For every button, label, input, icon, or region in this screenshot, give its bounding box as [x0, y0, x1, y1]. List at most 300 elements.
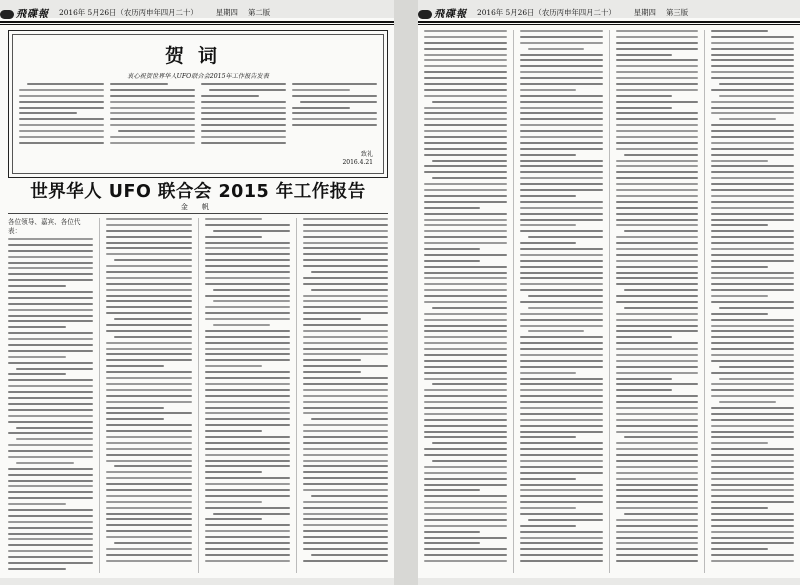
text-line [520, 501, 603, 503]
text-line [432, 383, 507, 385]
text-line [616, 207, 699, 209]
text-line [8, 421, 93, 423]
text-line [616, 495, 699, 497]
text-line [616, 478, 699, 480]
right-weekday: 星期四 [633, 7, 656, 17]
text-line [205, 460, 290, 462]
text-line [424, 366, 507, 368]
text-line [106, 271, 191, 273]
text-line [719, 118, 775, 120]
text-line [110, 101, 195, 103]
text-line [520, 313, 603, 315]
text-line [303, 377, 388, 379]
text-line [8, 562, 93, 564]
text-block [205, 218, 290, 562]
text-line [27, 83, 104, 85]
text-line [311, 554, 388, 556]
text-line [719, 366, 794, 368]
text-line [432, 442, 507, 444]
text-line [303, 448, 388, 450]
text-line [201, 130, 286, 132]
text-line [424, 59, 507, 61]
text-line [624, 307, 699, 309]
text-line [424, 407, 507, 409]
text-line [303, 407, 388, 409]
text-line [616, 48, 699, 50]
text-line [424, 495, 507, 497]
congrats-column [201, 83, 286, 171]
text-line [711, 348, 794, 350]
text-line [520, 448, 603, 450]
text-line [711, 360, 794, 362]
text-line [8, 509, 93, 511]
text-line [205, 418, 290, 420]
text-line [520, 136, 603, 138]
text-line [106, 265, 191, 267]
text-line [719, 307, 794, 309]
text-line [711, 189, 794, 191]
text-line [19, 101, 104, 103]
text-line [303, 300, 388, 302]
text-line [303, 424, 388, 426]
text-line [616, 472, 699, 474]
text-line [106, 359, 191, 361]
text-line [424, 301, 507, 303]
text-line [711, 301, 794, 303]
text-line [616, 77, 699, 79]
text-line [106, 471, 191, 473]
text-line [19, 89, 104, 91]
text-line [205, 365, 263, 367]
text-line [520, 130, 603, 132]
text-line [616, 283, 699, 285]
text-block [19, 83, 104, 144]
text-line [424, 354, 507, 356]
text-line [303, 318, 361, 320]
text-line [8, 491, 93, 493]
text-line [616, 277, 699, 279]
text-line [303, 507, 388, 509]
text-line [303, 247, 388, 249]
text-line [8, 474, 93, 476]
text-line [8, 497, 93, 499]
text-line [311, 495, 388, 497]
text-line [424, 360, 507, 362]
text-line [424, 313, 507, 315]
congrats-sign-date: 2016.4.21 [342, 159, 373, 166]
article-lead: 各位领导、嘉宾、各位代表： [8, 218, 81, 235]
left-weekday: 星期四 [215, 7, 238, 17]
text-line [303, 259, 388, 261]
text-line [424, 431, 507, 433]
text-line [711, 48, 794, 50]
text-block [110, 83, 195, 144]
text-line [616, 413, 699, 415]
text-line [114, 542, 191, 544]
text-line [616, 219, 699, 221]
text-line [106, 412, 191, 414]
text-line [201, 136, 286, 138]
text-line [424, 525, 507, 527]
text-line [424, 183, 507, 185]
text-line [520, 183, 603, 185]
text-line [303, 236, 388, 238]
text-line [711, 289, 794, 291]
text-line [520, 548, 603, 550]
text-line [106, 530, 191, 532]
right-article-body [424, 30, 794, 573]
text-line [520, 95, 603, 97]
text-line [711, 431, 794, 433]
text-line [213, 289, 290, 291]
text-line [110, 124, 195, 126]
text-line [205, 295, 290, 297]
text-line [303, 489, 388, 491]
text-line [528, 236, 603, 238]
text-line [711, 501, 794, 503]
right-masthead [418, 4, 800, 20]
congrats-box [8, 30, 388, 178]
text-line [424, 142, 507, 144]
text-line [624, 436, 699, 438]
text-line [616, 130, 699, 132]
text-line [311, 271, 388, 273]
text-line [205, 377, 290, 379]
text-line [106, 442, 191, 444]
text-line [8, 533, 93, 535]
text-line [711, 389, 794, 391]
text-line [520, 165, 603, 167]
text-line [303, 383, 388, 385]
text-line [424, 236, 507, 238]
text-line [110, 95, 195, 97]
text-line [424, 478, 507, 480]
text-line [520, 537, 603, 539]
text-line [303, 530, 388, 532]
text-line [205, 518, 263, 520]
text-line [8, 250, 93, 252]
text-line [8, 344, 93, 346]
text-line [711, 230, 794, 232]
text-line [711, 413, 794, 415]
text-line [711, 283, 794, 285]
text-line [8, 279, 93, 281]
text-line [205, 359, 290, 361]
left-date: 2016年 5月26日（农历丙申年四月二十） [59, 7, 198, 17]
text-line [424, 425, 507, 427]
text-line [303, 342, 388, 344]
text-line [711, 425, 794, 427]
text-line [106, 448, 191, 450]
text-block [616, 30, 699, 562]
text-line [520, 36, 603, 38]
text-line [520, 289, 603, 291]
text-line [520, 272, 603, 274]
text-line [711, 436, 794, 438]
text-line [616, 195, 699, 197]
text-line [205, 489, 290, 491]
text-line [432, 160, 507, 162]
text-line [711, 395, 794, 397]
text-line [205, 436, 290, 438]
text-line [624, 154, 699, 156]
text-line [520, 525, 576, 527]
text-line [616, 548, 699, 550]
text-line [711, 342, 794, 344]
text-line [424, 213, 507, 215]
text-line [520, 419, 603, 421]
text-line [424, 219, 507, 221]
text-line [205, 495, 290, 497]
text-line [616, 507, 699, 509]
text-line [424, 148, 507, 150]
text-line [205, 442, 290, 444]
text-line [616, 342, 699, 344]
text-line [520, 442, 603, 444]
text-line [424, 195, 507, 197]
text-line [424, 165, 507, 167]
text-line [106, 554, 191, 556]
text-line [424, 112, 507, 114]
text-line [520, 383, 603, 385]
text-line [616, 460, 699, 462]
text-line [114, 318, 191, 320]
text-line [711, 277, 794, 279]
text-line [303, 513, 388, 515]
article-column [616, 30, 699, 573]
text-line [711, 542, 794, 544]
text-line [520, 472, 603, 474]
text-line [424, 171, 507, 173]
text-line [8, 550, 93, 552]
text-line [303, 359, 361, 361]
text-line [711, 160, 767, 162]
text-line [711, 236, 794, 238]
text-line [205, 548, 290, 550]
text-line [424, 519, 507, 521]
text-line [106, 395, 191, 397]
text-line [711, 537, 794, 539]
text-line [711, 448, 794, 450]
text-line [424, 289, 507, 291]
text-line [19, 142, 104, 144]
text-line [424, 136, 507, 138]
text-line [201, 83, 286, 85]
text-line [213, 230, 290, 232]
column-divider [99, 218, 100, 573]
text-line [303, 471, 388, 473]
text-line [711, 36, 794, 38]
text-line [711, 219, 794, 221]
text-line [520, 42, 603, 44]
text-line [711, 330, 794, 332]
text-line [8, 338, 93, 340]
text-line [8, 515, 93, 517]
text-line [711, 419, 794, 421]
text-line [616, 189, 699, 191]
text-line [711, 183, 794, 185]
text-line [520, 189, 603, 191]
text-line [719, 95, 794, 97]
text-line [719, 378, 794, 380]
text-line [424, 248, 480, 250]
saucer-icon [0, 10, 14, 19]
text-line [616, 165, 699, 167]
text-line [520, 413, 603, 415]
text-line [616, 59, 699, 61]
text-line [8, 362, 93, 364]
text-line [114, 465, 191, 467]
text-line [616, 383, 699, 385]
text-line [616, 454, 699, 456]
text-line [106, 348, 191, 350]
text-line [205, 507, 290, 509]
text-line [711, 313, 767, 315]
congrats-sign-org: 致礼 [360, 151, 373, 158]
text-line [8, 244, 93, 246]
text-line [424, 542, 480, 544]
text-line [616, 313, 699, 315]
text-line [205, 412, 290, 414]
text-line [711, 112, 794, 114]
text-line [205, 477, 290, 479]
text-line [106, 247, 191, 249]
text-line [520, 65, 603, 67]
page-gutter [394, 0, 418, 585]
text-line [520, 507, 576, 509]
text-line [616, 83, 699, 85]
text-line [616, 554, 699, 556]
article-column [8, 218, 93, 573]
text-line [303, 548, 388, 550]
text-line [8, 397, 93, 399]
text-line [520, 325, 603, 327]
text-line [205, 318, 290, 320]
text-line [205, 424, 290, 426]
text-line [616, 177, 699, 179]
left-logo [0, 5, 49, 20]
text-line [711, 30, 767, 32]
congrats-signature [342, 151, 373, 167]
text-line [106, 548, 191, 550]
text-line [711, 254, 794, 256]
text-line [616, 213, 699, 215]
left-logo-text: 飛碟報 [16, 8, 49, 20]
text-line [205, 312, 290, 314]
text-line [205, 560, 290, 562]
text-line [303, 442, 388, 444]
text-line [528, 307, 603, 309]
text-line [616, 89, 699, 91]
text-line [616, 30, 699, 32]
text-line [711, 224, 767, 226]
text-line [616, 101, 699, 103]
text-line [616, 466, 699, 468]
text-line [711, 195, 794, 197]
text-line [303, 324, 388, 326]
text-line [520, 171, 603, 173]
text-line [303, 483, 388, 485]
text-line [711, 507, 767, 509]
text-line [520, 489, 603, 491]
text-line [520, 224, 576, 226]
text-line [616, 183, 699, 185]
text-line [711, 260, 794, 262]
text-line [520, 148, 603, 150]
text-line [8, 267, 93, 269]
text-line [520, 395, 603, 397]
text-line [8, 256, 93, 258]
text-line [303, 454, 388, 456]
text-line [520, 513, 603, 515]
text-line [616, 118, 699, 120]
text-line [520, 83, 603, 85]
text-line [205, 277, 290, 279]
text-line [424, 448, 507, 450]
text-line [106, 300, 191, 302]
text-line [205, 536, 290, 538]
text-line [201, 95, 259, 97]
text-line [8, 444, 93, 446]
text-line [300, 101, 377, 103]
text-line [114, 336, 191, 338]
text-line [711, 531, 794, 533]
text-line [520, 230, 603, 232]
text-line [205, 383, 290, 385]
right-edition: 第三版 [665, 7, 689, 17]
text-line [520, 154, 576, 156]
text-line [424, 454, 507, 456]
text-line [520, 124, 603, 126]
text-line [520, 360, 603, 362]
text-line [424, 95, 507, 97]
text-line [711, 519, 794, 521]
text-line [520, 142, 603, 144]
text-line [424, 277, 507, 279]
text-line [106, 389, 191, 391]
text-line [616, 330, 699, 332]
text-line [205, 530, 290, 532]
text-line [19, 136, 104, 138]
text-line [711, 495, 794, 497]
right-page [418, 7, 800, 578]
text-line [106, 224, 191, 226]
text-line [8, 556, 93, 558]
text-line [424, 283, 507, 285]
text-line [205, 342, 290, 344]
text-line [711, 248, 794, 250]
text-line [106, 330, 191, 332]
text-line [616, 531, 699, 533]
text-line [110, 107, 195, 109]
text-line [106, 454, 191, 456]
text-line [106, 495, 191, 497]
text-line [616, 42, 699, 44]
text-line [719, 401, 775, 403]
text-line [303, 242, 388, 244]
text-line [711, 142, 794, 144]
text-line [616, 354, 699, 356]
text-line [8, 238, 93, 240]
text-line [616, 537, 699, 539]
text-line [8, 480, 93, 482]
text-line [711, 372, 794, 374]
article-headline: 世界华人 UFO 联合会 2015 年工作报告 [30, 182, 366, 202]
text-line [106, 536, 191, 538]
text-line [106, 401, 191, 403]
text-line [303, 465, 388, 467]
text-line [528, 48, 584, 50]
